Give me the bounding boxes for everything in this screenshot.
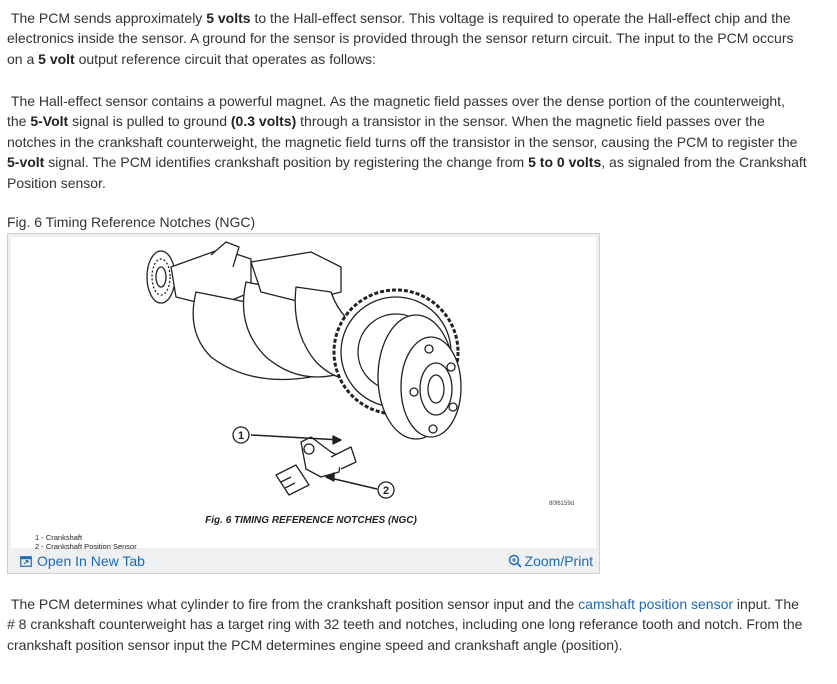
figure-inner-title: Fig. 6 TIMING REFERENCE NOTCHES (NGC) [205,515,417,526]
text-run: through a transistor in the sensor. When the magnetic field passes over the notches in the crankshaft counterweight, the magnetic field turns off the transistor in the sensor, causing the PCM to register the [7,113,798,150]
text-run: to the Hall-effect sensor. This voltage is required to operate the Hall-effect chip and the electronics inside the sensor. A ground for the sensor is provided through the sensor return circuit. The input to the PCM occurs on a [7,10,794,67]
legend-item: 2 - Crankshaft Position Sensor [35,542,137,551]
bold-run: 5 to 0 volts [528,154,602,171]
bold-run: 5 volt [38,50,75,67]
intro-paragraph [7,8,807,69]
text-run: , as signaled from the Crankshaft Position sensor. [7,154,807,191]
bold-run: (0.3 volts) [230,113,297,130]
zoom-print-link[interactable] [508,553,593,569]
crankshaft-position-sensor [276,437,356,495]
figure-image[interactable] [11,237,596,551]
text-run: output reference circuit that operates as follows: [74,50,376,67]
text-run: The PCM sends approximately [10,10,207,26]
bold-run: 5-volt [7,154,45,171]
zoom-print-label: Zoom/Print [524,553,593,569]
open-in-new-tab-label: Open In New Tab [37,553,145,569]
external-tab-icon [20,556,32,567]
magnifier-icon [508,554,522,568]
bold-run: 5 volts [206,10,251,26]
text-run: input. The # 8 crankshaft counterweight has a target ring with 32 teeth and notches, including one long referance tooth and notch. From the crankshaft position sensor input the PCM determines engine speed and crankshaft angle (position). [7,596,803,653]
text-run: The PCM determines what cylinder to fire from the crankshaft position sensor input and the [10,596,579,612]
legend-item: 1 - Crankshaft [35,533,83,542]
figure-caption: Fig. 6 Timing Reference Notches (NGC) [7,214,256,230]
figure-panel [7,233,600,574]
text-run: signal is pulled to ground [68,113,231,130]
leader-line-1 [251,435,341,440]
text-run: The Hall-effect sensor contains a powerful magnet. As the magnetic field passes over the dense portion of the counterweight, the [7,93,785,130]
callout-number-2: 2 [382,485,390,497]
bold-run: 5-Volt [30,113,69,130]
open-in-new-tab-link[interactable] [20,553,145,569]
figure-legend [35,533,137,551]
text-run: signal. The PCM identifies crankshaft position by registering the change from [44,154,529,171]
callout-number-1: 1 [237,430,245,442]
hall-effect-paragraph [7,91,807,193]
camshaft-position-sensor-link[interactable]: camshaft position sensor [578,596,734,612]
arrow-head-icon [333,436,341,444]
pcm-paragraph [7,594,807,655]
crankshaft-illustration [11,237,596,548]
rear-sprocket [147,251,175,303]
image-code: 80f6159d [549,501,575,507]
